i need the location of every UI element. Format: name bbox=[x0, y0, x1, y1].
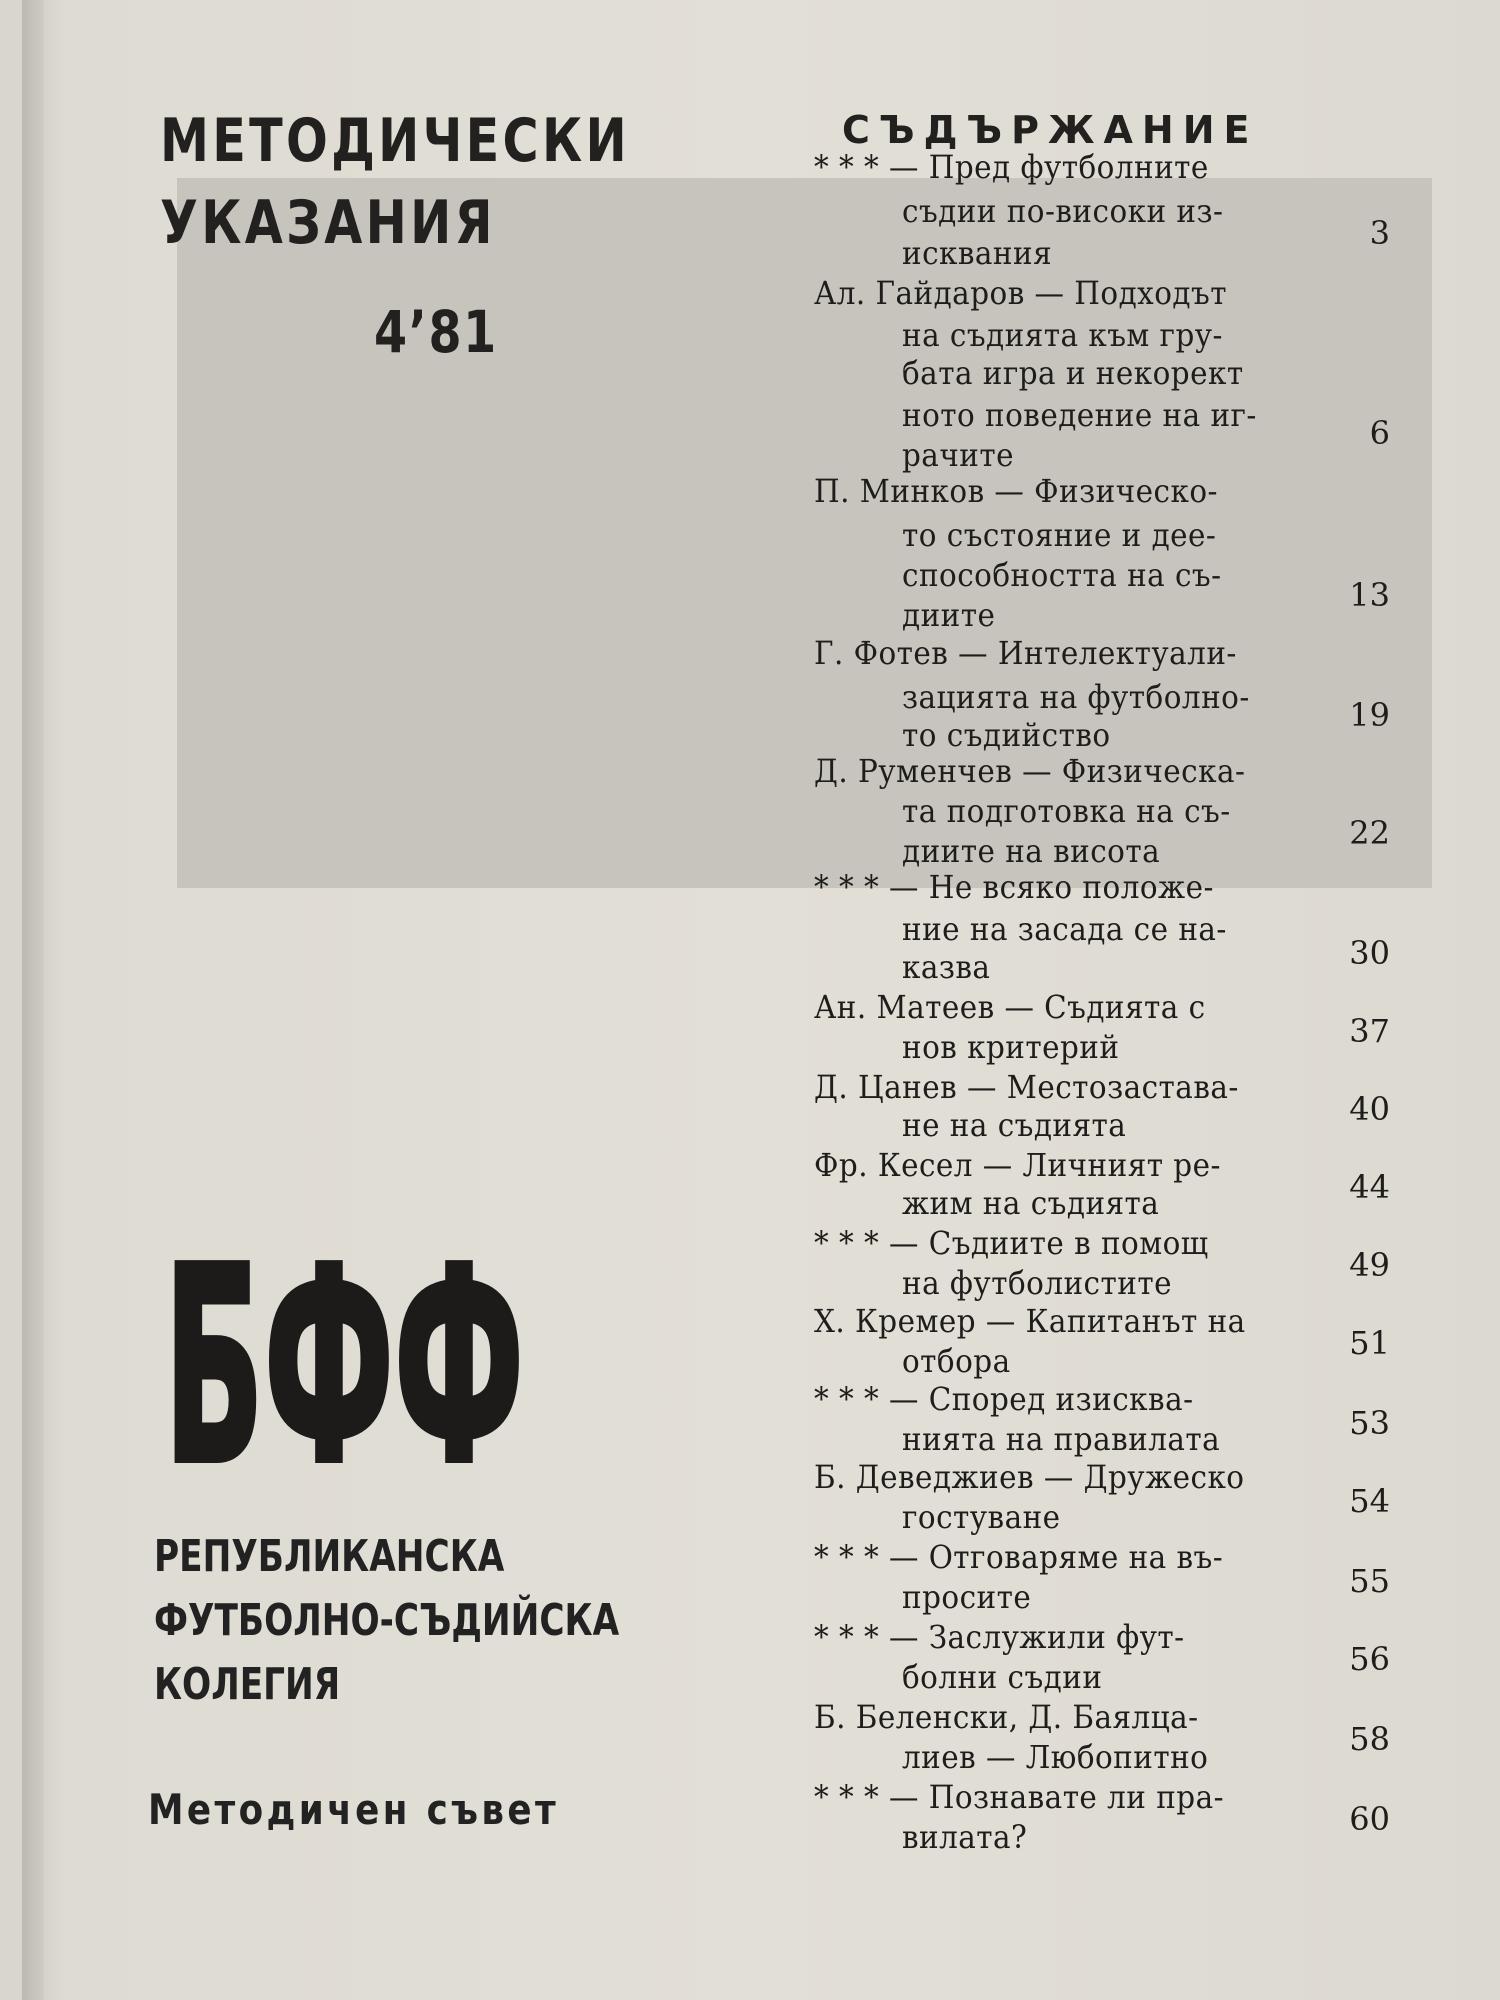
toc-page-number: 6 bbox=[1369, 414, 1390, 452]
toc-entry-continuation: то състояние и дее- bbox=[902, 516, 1217, 554]
title-line-1: МЕТОДИЧЕСКИ bbox=[160, 106, 630, 176]
toc-page-number: 60 bbox=[1349, 1800, 1390, 1838]
toc-entry-continuation: отбора bbox=[902, 1342, 1011, 1380]
toc-entry-first-line: Ал. Гайдаров — Подходът bbox=[814, 274, 1227, 312]
toc-entry-continuation: гостуване bbox=[902, 1498, 1061, 1536]
page bbox=[22, 0, 1500, 2000]
toc-page-number: 51 bbox=[1349, 1324, 1390, 1362]
toc-page-number: 56 bbox=[1349, 1640, 1390, 1678]
organization-name bbox=[154, 1525, 619, 1717]
toc-entry-continuation: бата игра и некорект bbox=[902, 354, 1244, 392]
issue-number: 4’81 bbox=[374, 298, 498, 366]
toc-page-number: 54 bbox=[1349, 1482, 1390, 1520]
toc-page-number: 40 bbox=[1349, 1090, 1390, 1128]
toc-entry-first-line: Ан. Матеев — Съдията с bbox=[814, 988, 1206, 1026]
toc-entry-continuation: способността на съ- bbox=[902, 556, 1222, 594]
toc-entry-continuation: болни съдии bbox=[902, 1658, 1103, 1696]
toc-entry-first-line: Фр. Кесел — Личният ре- bbox=[814, 1146, 1221, 1184]
toc-entry-continuation: диите bbox=[902, 596, 996, 634]
bff-logo-text: БФФ bbox=[164, 1209, 524, 1524]
toc-page-number: 58 bbox=[1349, 1720, 1390, 1758]
toc-entry-first-line: Х. Кремер — Капитанът на bbox=[814, 1302, 1246, 1340]
toc-entry-continuation: лиев — Любопитно bbox=[902, 1738, 1209, 1776]
toc-entry-continuation: на футболистите bbox=[902, 1264, 1172, 1302]
council-name: Методичен съвет bbox=[148, 1785, 560, 1834]
toc-page-number: 37 bbox=[1349, 1012, 1390, 1050]
toc-entry-continuation: жим на съдията bbox=[902, 1184, 1160, 1222]
toc-entry-continuation: нията на правилата bbox=[902, 1420, 1221, 1458]
toc-entry-continuation: рачите bbox=[902, 436, 1014, 474]
toc-entry-first-line: * * * — Съдиите в помощ bbox=[814, 1224, 1209, 1262]
toc-page-number: 19 bbox=[1349, 696, 1390, 734]
toc-page-number: 53 bbox=[1349, 1404, 1390, 1442]
org-line-3: КОЛЕГИЯ bbox=[154, 1659, 341, 1710]
toc-entry-first-line: Д. Руменчев — Физическа- bbox=[814, 752, 1246, 790]
toc-entry-first-line: * * * — Познавате ли пра- bbox=[814, 1778, 1225, 1816]
toc-entry-continuation: диите на висота bbox=[902, 832, 1161, 870]
toc-entry-continuation: на съдията към гру- bbox=[902, 316, 1223, 354]
toc-entry-first-line: Б. Деведжиев — Дружеско bbox=[814, 1458, 1245, 1496]
toc-entry-continuation: просите bbox=[902, 1578, 1032, 1616]
toc-page-number: 49 bbox=[1349, 1246, 1390, 1284]
toc-entry-continuation: исквания bbox=[902, 234, 1053, 272]
toc-entry-first-line: * * * — Отговаряме на въ- bbox=[814, 1538, 1224, 1576]
toc-entry-continuation: нов критерий bbox=[902, 1028, 1120, 1066]
toc-entry-continuation: казва bbox=[902, 948, 991, 986]
toc-entry-first-line: * * * — Според изисква- bbox=[814, 1380, 1194, 1418]
org-line-1: РЕПУБЛИКАНСКА bbox=[154, 1531, 505, 1582]
toc-entry-continuation: та подготовка на съ- bbox=[902, 792, 1231, 830]
bff-logo bbox=[158, 1209, 530, 1524]
toc-entry-continuation: вилата? bbox=[902, 1818, 1028, 1856]
toc-entry-continuation: ното поведение на иг- bbox=[902, 396, 1257, 434]
org-line-2: ФУТБОЛНО-СЪДИЙСКА bbox=[154, 1595, 620, 1646]
toc-entry-first-line: * * * — Не всяко положе- bbox=[814, 868, 1214, 906]
toc-page-number: 55 bbox=[1349, 1562, 1390, 1600]
toc-entry-continuation: съдии по-високи из- bbox=[902, 192, 1224, 230]
toc-page-number: 3 bbox=[1369, 214, 1390, 252]
toc-page-number: 44 bbox=[1349, 1168, 1390, 1206]
toc-page-number: 30 bbox=[1349, 934, 1390, 972]
toc-entry-first-line: Д. Цанев — Местозастава- bbox=[814, 1068, 1239, 1106]
toc-heading: СЪДЪРЖАНИЕ bbox=[842, 108, 1259, 152]
toc-entry-continuation: ние на засада се на- bbox=[902, 910, 1227, 948]
toc-entry-first-line: Б. Беленски, Д. Баялца- bbox=[814, 1698, 1199, 1736]
toc-entry-first-line: П. Минков — Физическо- bbox=[814, 472, 1218, 510]
title-line-2: УКАЗАНИЯ bbox=[160, 188, 496, 258]
toc-entry-continuation: не на съдията bbox=[902, 1106, 1127, 1144]
toc-entry-continuation: то съдийство bbox=[902, 716, 1111, 754]
page-fold bbox=[22, 0, 44, 2000]
toc-entry-first-line: * * * — Пред футболните bbox=[814, 148, 1209, 186]
toc-page-number: 13 bbox=[1349, 576, 1390, 614]
publication-title bbox=[160, 100, 630, 264]
toc-page-number: 22 bbox=[1349, 814, 1390, 852]
toc-entry-first-line: * * * — Заслужили фут- bbox=[814, 1618, 1185, 1656]
toc-entry-first-line: Г. Фотев — Интелектуали- bbox=[814, 634, 1237, 672]
toc-entry-continuation: зацията на футболно- bbox=[902, 678, 1250, 716]
